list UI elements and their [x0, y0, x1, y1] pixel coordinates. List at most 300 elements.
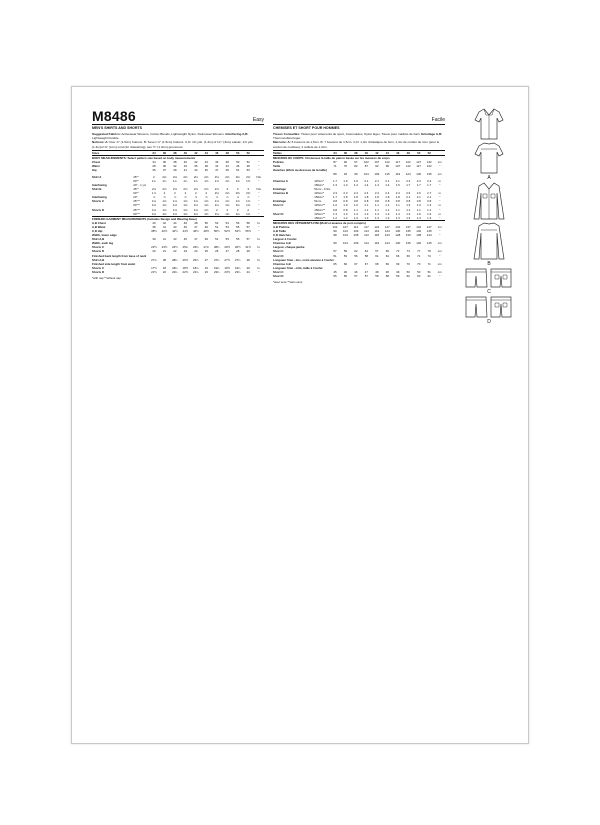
table-cell: 1⅛: [235, 203, 240, 208]
table-cell: 1.8: [364, 195, 369, 200]
table-cell: 23½: [224, 269, 231, 274]
row-sublabel: 20": [133, 195, 138, 200]
table-cell: 1.3: [416, 203, 421, 208]
row-sublabel: 115cm*: [314, 178, 324, 183]
table-cell: 51: [427, 269, 431, 274]
table-cell: 107: [395, 164, 401, 169]
row-label: Longueur finie - dos, votre aisance à l'ourlet: [273, 257, 334, 262]
table-cell: 48: [246, 164, 250, 169]
table-cell: 40½: [161, 229, 168, 233]
table-cell: 48: [375, 269, 379, 274]
table-cell: 0.8: [332, 207, 337, 212]
difficulty-level-fr: Facile: [431, 117, 445, 123]
table-cell: 1.3: [385, 215, 390, 220]
table-cell: 2⅝: [214, 187, 219, 192]
size-header: 48: [222, 150, 232, 155]
table-cell: 82: [354, 164, 358, 169]
footnote: *with nap **without nap: [92, 276, 121, 281]
table-cell: 51: [215, 224, 219, 229]
table-cell: m: [438, 178, 441, 183]
table-cell: 145: [426, 229, 432, 233]
size-header: 50: [413, 150, 423, 155]
table-cell: 50: [236, 160, 240, 164]
table-cell: ": [258, 191, 260, 196]
row-label: Interfacing: [92, 182, 107, 187]
table-cell: 36: [162, 160, 167, 164]
table-cell: 60: [417, 274, 421, 279]
table-cell: 1⅛: [172, 203, 177, 208]
table-cell: 1.3: [364, 215, 369, 220]
table-cell: 77: [417, 249, 421, 254]
table-cell: 122: [374, 224, 380, 229]
table-cell: 42: [215, 164, 219, 169]
table-cell: 1.4: [406, 211, 411, 216]
table-cell: 54½: [234, 229, 241, 233]
table-cell: 22¾: [193, 269, 199, 274]
table-cell: 1.9: [343, 178, 348, 183]
table-cell: 2: [195, 191, 197, 196]
table-cell: 72: [396, 249, 400, 254]
table-cell: 1¾: [172, 178, 177, 183]
measurement-table-en: [92, 150, 264, 274]
table-cell: 52: [246, 160, 250, 164]
table-cell: ": [439, 253, 441, 258]
table-cell: In.: [257, 265, 261, 270]
table-cell: 57: [354, 274, 358, 279]
table-cell: 45: [183, 237, 187, 242]
table-cell: 94: [343, 172, 348, 177]
table-cell: ⅞: [184, 195, 187, 200]
size-header: 40: [361, 150, 371, 155]
table-cell: 1.7: [427, 182, 432, 187]
table-cell: 145: [426, 241, 432, 246]
table-cell: 2.1: [427, 195, 432, 200]
table-cell: 1⅛: [193, 211, 198, 216]
size-header: 34: [330, 150, 340, 155]
size-header: 44: [382, 150, 392, 155]
table-cell: 57: [364, 274, 368, 279]
table-cell: 1.3: [427, 215, 432, 220]
table-cell: 1.3: [406, 203, 411, 208]
row-sublabel: 45"**: [133, 199, 140, 204]
table-cell: 107: [374, 160, 380, 164]
table-row: [273, 274, 445, 278]
table-cell: 0.8: [332, 199, 337, 204]
table-cell: 1⅝: [172, 199, 177, 204]
table-cell: 2⅝: [172, 187, 177, 192]
table-cell: 1.0: [343, 203, 348, 208]
table-cell: 89: [333, 172, 337, 177]
table-cell: 22: [173, 249, 177, 254]
table-cell: ⅞: [194, 195, 198, 200]
table-cell: ": [439, 199, 441, 204]
table-cell: 2.1: [395, 178, 400, 183]
table-cell: 104: [343, 229, 348, 233]
header-fr: [273, 107, 445, 125]
table-cell: 1.3: [353, 215, 358, 220]
table-cell: 1.1: [374, 203, 379, 208]
row-sublabel: 51cm - 0.9m: [314, 187, 331, 192]
table-cell: 19¼: [213, 265, 220, 270]
table-cell: 32: [173, 164, 177, 169]
table-cell: 1.8: [395, 195, 400, 200]
table-cell: 46: [183, 220, 187, 225]
table-cell: 87: [364, 164, 368, 169]
table-cell: 19½: [224, 265, 231, 270]
table-cell: 2.3: [406, 178, 411, 183]
table-cell: 2: [247, 207, 249, 212]
table-cell: ": [258, 211, 260, 216]
table-cell: 61: [375, 253, 379, 258]
table-cell: 1⅛: [246, 211, 251, 216]
table-cell: 118: [374, 233, 380, 238]
row-label: Short D: [273, 253, 284, 258]
table-cell: 92: [375, 164, 379, 169]
table-cell: 70: [417, 261, 421, 266]
table-cell: 19¾: [234, 265, 241, 270]
table-cell: 39: [173, 168, 177, 173]
table-cell: cm: [437, 269, 442, 274]
table-cell: 1.3: [416, 215, 421, 220]
table-cell: ": [439, 229, 441, 233]
table-cell: 2: [226, 207, 229, 212]
table-cell: 56: [343, 274, 348, 279]
table-cell: 1.1: [416, 207, 421, 212]
table-cell: 2: [163, 191, 166, 196]
table-cell: 1.4: [364, 182, 369, 187]
table-cell: 1⅛: [214, 211, 219, 216]
table-cell: cm: [437, 241, 442, 246]
table-cell: 2.4: [364, 191, 369, 196]
table-cell: 2.3: [416, 178, 421, 183]
table-cell: 1.4: [385, 182, 390, 187]
row-label: Finished side length from waist: [92, 261, 136, 266]
table-cell: ⅞: [173, 195, 177, 200]
table-cell: 56: [354, 253, 358, 258]
row-sublabel: 45"**: [133, 207, 140, 212]
table-cell: 1⅝: [162, 199, 167, 204]
table-cell: 49: [204, 224, 208, 229]
table-cell: 92: [343, 160, 348, 164]
table-cell: 138: [416, 233, 422, 238]
table-cell: ": [439, 182, 441, 187]
table-cell: 22½: [151, 245, 157, 250]
table-cell: 0.8: [395, 199, 400, 204]
table-cell: 109: [374, 172, 380, 177]
table-cell: 1.3: [332, 211, 337, 216]
size-header: 46: [393, 150, 403, 155]
table-cell: 45: [183, 224, 187, 229]
table-cell: 1.3: [353, 182, 358, 187]
size-header: 42: [372, 150, 382, 155]
table-cell: 38: [152, 224, 156, 229]
table-cell: 135: [426, 172, 432, 177]
table-cell: 53: [225, 224, 229, 229]
row-sublabel: 60"**: [133, 211, 140, 216]
table-cell: ⅞: [152, 195, 156, 200]
table-cell: 3: [226, 187, 229, 192]
table-cell: 104: [363, 172, 369, 177]
table-cell: 29½: [224, 245, 231, 250]
table-cell: 2⅝: [151, 187, 156, 192]
table-cell: 47: [194, 224, 198, 229]
table-cell: 124: [384, 229, 390, 233]
table-cell: ": [258, 224, 260, 229]
table-cell: 122: [405, 160, 411, 164]
table-cell: 26½: [182, 257, 189, 262]
table-cell: ⅞: [236, 195, 239, 200]
table-cell: 2⅛: [183, 174, 188, 179]
table-cell: 2⅛: [204, 174, 209, 179]
table-cell: 130: [395, 241, 401, 246]
table-cell: 1⅝: [204, 199, 209, 204]
table-cell: 40: [183, 160, 187, 164]
table-cell: 140: [416, 229, 422, 233]
size-header: 40: [180, 150, 190, 155]
table-cell: In.: [257, 257, 261, 262]
table-cell: 58: [385, 274, 389, 279]
table-cell: In.: [257, 220, 261, 225]
table-cell: m: [438, 203, 441, 208]
table-cell: 48: [194, 220, 198, 225]
row-label: Hip: [92, 168, 97, 173]
row-label: A,B Waist: [92, 224, 106, 229]
table-cell: 1.3: [343, 182, 348, 187]
row-label: Interfacing: [92, 195, 107, 200]
table-cell: 1.4: [395, 211, 400, 216]
table-cell: cm: [437, 261, 442, 266]
table-cell: 99: [385, 164, 389, 169]
size-header: 36: [340, 150, 350, 155]
table-cell: 112: [353, 224, 359, 229]
row-label: Short C: [273, 269, 284, 274]
table-cell: 1.2: [332, 215, 337, 220]
row-label: Short C: [273, 249, 284, 254]
table-cell: 44: [225, 164, 229, 169]
table-cell: 38½: [151, 229, 157, 233]
table-cell: 1¾: [193, 178, 198, 183]
table-cell: ": [439, 274, 441, 279]
table-cell: 55: [333, 274, 337, 279]
table-cell: 23: [204, 269, 208, 274]
table-cell: 34: [183, 164, 187, 169]
table-cell: 144: [426, 233, 432, 238]
table-cell: 50: [204, 220, 208, 225]
table-cell: 2⅛: [162, 174, 167, 179]
row-label: Shirt A: [92, 174, 102, 179]
table-cell: 124: [405, 172, 411, 177]
table-cell: 140: [416, 241, 422, 246]
sizes-label: Tailles: [273, 150, 314, 155]
table-cell: 115: [385, 172, 390, 177]
table-cell: 2.1: [374, 178, 379, 183]
table-cell: 41: [183, 168, 187, 173]
table-cell: 28: [236, 249, 240, 254]
table-cell: 2⅝: [162, 187, 167, 192]
table-cell: 1⅝: [246, 178, 251, 183]
row-label: Chemise A,B: [273, 241, 291, 246]
table-cell: 57: [246, 237, 250, 242]
sizes-label: Sizes: [92, 150, 133, 155]
table-cell: 1.3: [364, 211, 369, 216]
table-cell: 1⅝: [235, 178, 240, 183]
table-cell: 18¾: [193, 265, 199, 270]
table-cell: 1.9: [353, 178, 358, 183]
table-cell: 1.3: [332, 182, 337, 187]
table-cell: 20: [246, 265, 250, 270]
row-label: Waist: [92, 164, 100, 169]
table-cell: 130: [395, 229, 401, 233]
table-cell: 1⅝: [214, 178, 219, 183]
table-cell: 46: [236, 164, 240, 169]
table-cell: 56½: [245, 229, 251, 233]
table-cell: 1¾: [183, 178, 188, 183]
row-label: Shirt A,B: [92, 237, 105, 242]
row-label: Entoilage: [273, 199, 287, 204]
table-cell: 1⅝: [225, 178, 230, 183]
table-cell: 69: [385, 249, 389, 254]
table-cell: 1⅛: [151, 203, 156, 208]
section-title: MESURES DU CORPS: Choisissez la taille du patron basée sur les mesures du corps: [273, 155, 445, 160]
table-cell: 1⅝: [214, 199, 219, 204]
table-cell: 130: [416, 172, 422, 177]
table-cell: 22½: [182, 269, 189, 274]
table-cell: 49: [204, 237, 208, 242]
table-cell: 0.8: [353, 199, 358, 204]
table-cell: 1⅛: [246, 203, 251, 208]
table-cell: 27¼: [213, 257, 220, 262]
table-cell: 43: [173, 237, 177, 242]
table-cell: 26¼: [193, 245, 199, 250]
french-column: [273, 107, 445, 284]
row-sublabel: 60"*: [133, 178, 139, 183]
size-header: 50: [232, 150, 242, 155]
table-cell: 1⅛: [183, 203, 188, 208]
table-cell: 40: [152, 220, 156, 225]
table-cell: ": [258, 160, 260, 164]
table-row: [92, 270, 264, 274]
table-cell: ": [258, 168, 260, 173]
table-cell: 2.1: [406, 195, 411, 200]
table-cell: 27¾: [151, 257, 157, 262]
table-cell: 48: [225, 160, 229, 164]
table-cell: 67: [354, 261, 358, 266]
section-title: BODY MEASUREMENTS: Select pattern size based on body measurements: [92, 155, 264, 160]
header-en: [92, 107, 264, 125]
table-cell: 1.1: [353, 207, 358, 212]
table-cell: 66: [396, 253, 400, 258]
table-cell: 1⅛: [183, 211, 188, 216]
table-cell: 147: [426, 224, 432, 229]
table-cell: 47: [364, 269, 368, 274]
view-label-b: B: [487, 261, 491, 267]
table-cell: ⅞: [226, 195, 229, 200]
row-sublabel: 150cm**: [314, 207, 326, 212]
table-cell: 2.1: [416, 195, 421, 200]
table-cell: 27½: [224, 257, 231, 262]
table-cell: 28: [152, 164, 156, 169]
table-cell: 0.8: [427, 199, 432, 204]
table-cell: 2: [153, 174, 155, 179]
row-label: Taille: [273, 164, 281, 169]
table-cell: 46½: [193, 229, 199, 233]
table-cell: 0.8: [374, 199, 379, 204]
table-cell: cm: [437, 160, 442, 164]
row-label: A,B Chest: [92, 220, 106, 225]
size-header: 46: [212, 150, 222, 155]
table-cell: 58: [375, 274, 379, 279]
table-cell: ": [258, 229, 260, 233]
table-cell: 0.8: [416, 199, 421, 204]
table-cell: 1⅝: [225, 199, 230, 204]
table-cell: 1.1: [385, 203, 390, 208]
table-cell: 117: [364, 224, 369, 229]
table-cell: 54: [225, 220, 229, 225]
table-cell: 53: [246, 168, 250, 173]
row-label: Chest: [92, 160, 101, 164]
table-cell: 113: [364, 233, 369, 238]
row-label: C,D Hip: [92, 229, 103, 233]
table-cell: 1.1: [406, 207, 411, 212]
shorts-c-drawing: [454, 267, 524, 289]
table-cell: 135: [405, 241, 411, 246]
table-cell: 22¼: [172, 269, 178, 274]
view-label-c: C: [487, 289, 491, 295]
table-cell: 108: [353, 233, 359, 238]
table-cell: 2⅝: [183, 187, 188, 192]
table-cell: In.: [257, 237, 261, 242]
table-cell: 22: [162, 269, 167, 274]
table-cell: Yds.: [255, 187, 262, 192]
table-cell: 2.4: [385, 191, 390, 196]
table-cell: ⅞: [205, 195, 208, 200]
table-cell: 1.3: [395, 215, 400, 220]
table-cell: 71: [333, 164, 337, 169]
difficulty-level: Easy: [252, 117, 264, 123]
row-sublabel: 45"*: [133, 174, 139, 179]
table-cell: ⅞: [246, 195, 250, 200]
table-cell: 59: [396, 274, 400, 279]
table-cell: 28: [246, 257, 250, 262]
table-cell: 1.3: [427, 203, 432, 208]
table-cell: 1⅛: [204, 203, 209, 208]
pattern-title: MEN'S SHIRTS AND SHORTS: [92, 126, 143, 130]
table-cell: 28¼: [213, 245, 220, 250]
table-cell: 67: [375, 249, 379, 254]
english-column: [92, 107, 264, 280]
table-cell: 70: [406, 261, 410, 266]
table-cell: 1⅛: [235, 211, 240, 216]
table-cell: 107: [343, 224, 348, 229]
table-cell: 102: [332, 224, 338, 229]
table-cell: 142: [416, 224, 422, 229]
table-cell: ": [258, 164, 260, 169]
table-cell: 45: [204, 168, 208, 173]
table-cell: 124: [384, 241, 390, 246]
table-cell: 117: [416, 164, 422, 169]
table-cell: 87: [333, 160, 337, 164]
table-cell: 26¾: [193, 257, 199, 262]
table-cell: 17½: [151, 265, 157, 270]
table-cell: 1⅛: [151, 211, 156, 216]
table-cell: 65: [333, 261, 337, 266]
table-cell: ": [439, 215, 441, 220]
table-cell: 38: [173, 160, 177, 164]
table-cell: 99: [354, 172, 358, 177]
table-cell: 1⅝: [172, 207, 177, 212]
table-cell: 51: [215, 237, 219, 242]
row-label: Shirt A,B: [92, 257, 105, 262]
